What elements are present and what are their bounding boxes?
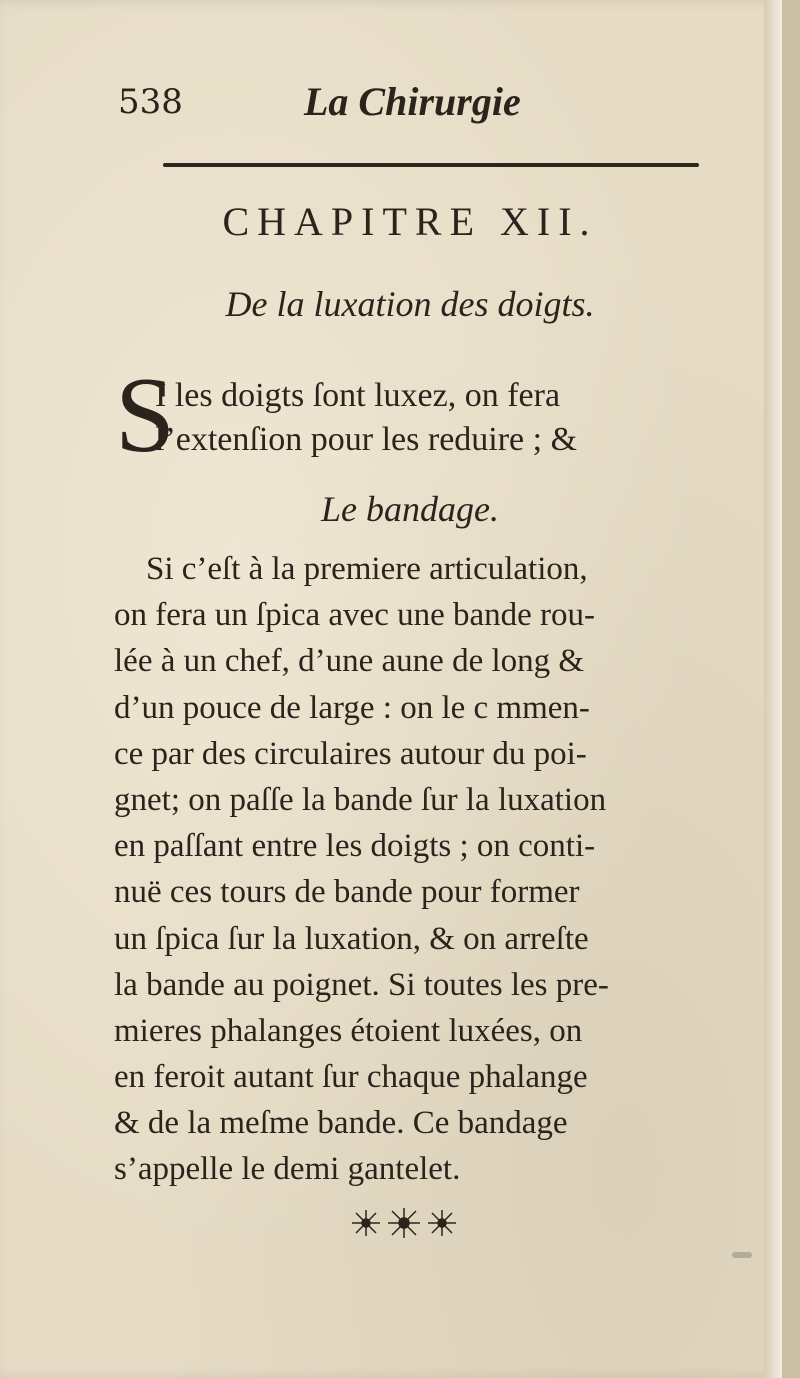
body-line: en paſſant entre les doigts ; on conti-	[114, 828, 596, 865]
body-line: nuë ces tours de bande pour former	[114, 874, 580, 911]
body-line: & de la meſme bande. Ce bandage	[114, 1105, 568, 1142]
body-line: on fera un ſpica avec une bande rou-	[114, 597, 596, 634]
body-line: gnet; on paſſe la bande ſur la luxation	[114, 781, 607, 818]
body-line: un ſpica ſur la luxation, & on arreſte	[114, 920, 589, 957]
body-line: Si c’eſt à la premiere articulation,	[146, 551, 588, 587]
opening-line-2: l’extenſion pour les reduire ; &	[155, 421, 578, 458]
body-line: lée à un chef, d’une aune de long &	[114, 643, 585, 680]
body-line: la bande au poignet. Si toutes les pre-	[114, 966, 609, 1003]
page-number: 538	[118, 82, 183, 122]
running-title: La Chirurgie	[304, 79, 521, 124]
body-line: s’appelle le demi gantelet.	[114, 1151, 461, 1188]
drop-cap: S	[115, 356, 176, 475]
running-head	[118, 78, 538, 128]
head-rule	[163, 163, 699, 167]
body-line: ce par des circulaires autour du poi-	[114, 735, 587, 772]
body-line: en feroit autant ſur chaque phalange	[114, 1059, 588, 1096]
page-edge	[764, 0, 782, 1378]
opening-line-1: I les doigts ſont luxez, on fera	[155, 377, 561, 414]
opening-paragraph	[115, 356, 715, 475]
body-line: mieres phalanges étoient luxées, on	[114, 1012, 583, 1049]
body-paragraph	[114, 546, 714, 1193]
body-line: d’un pouce de large : on le c mmen-	[114, 689, 590, 726]
ink-smudge	[732, 1252, 752, 1258]
chapter-heading: CHAPITRE XII.	[222, 199, 598, 244]
tail-ornament-icon	[344, 1198, 464, 1248]
chapter-subtitle: De la luxation des doigts.	[225, 284, 595, 324]
section-heading: Le bandage.	[321, 489, 499, 529]
